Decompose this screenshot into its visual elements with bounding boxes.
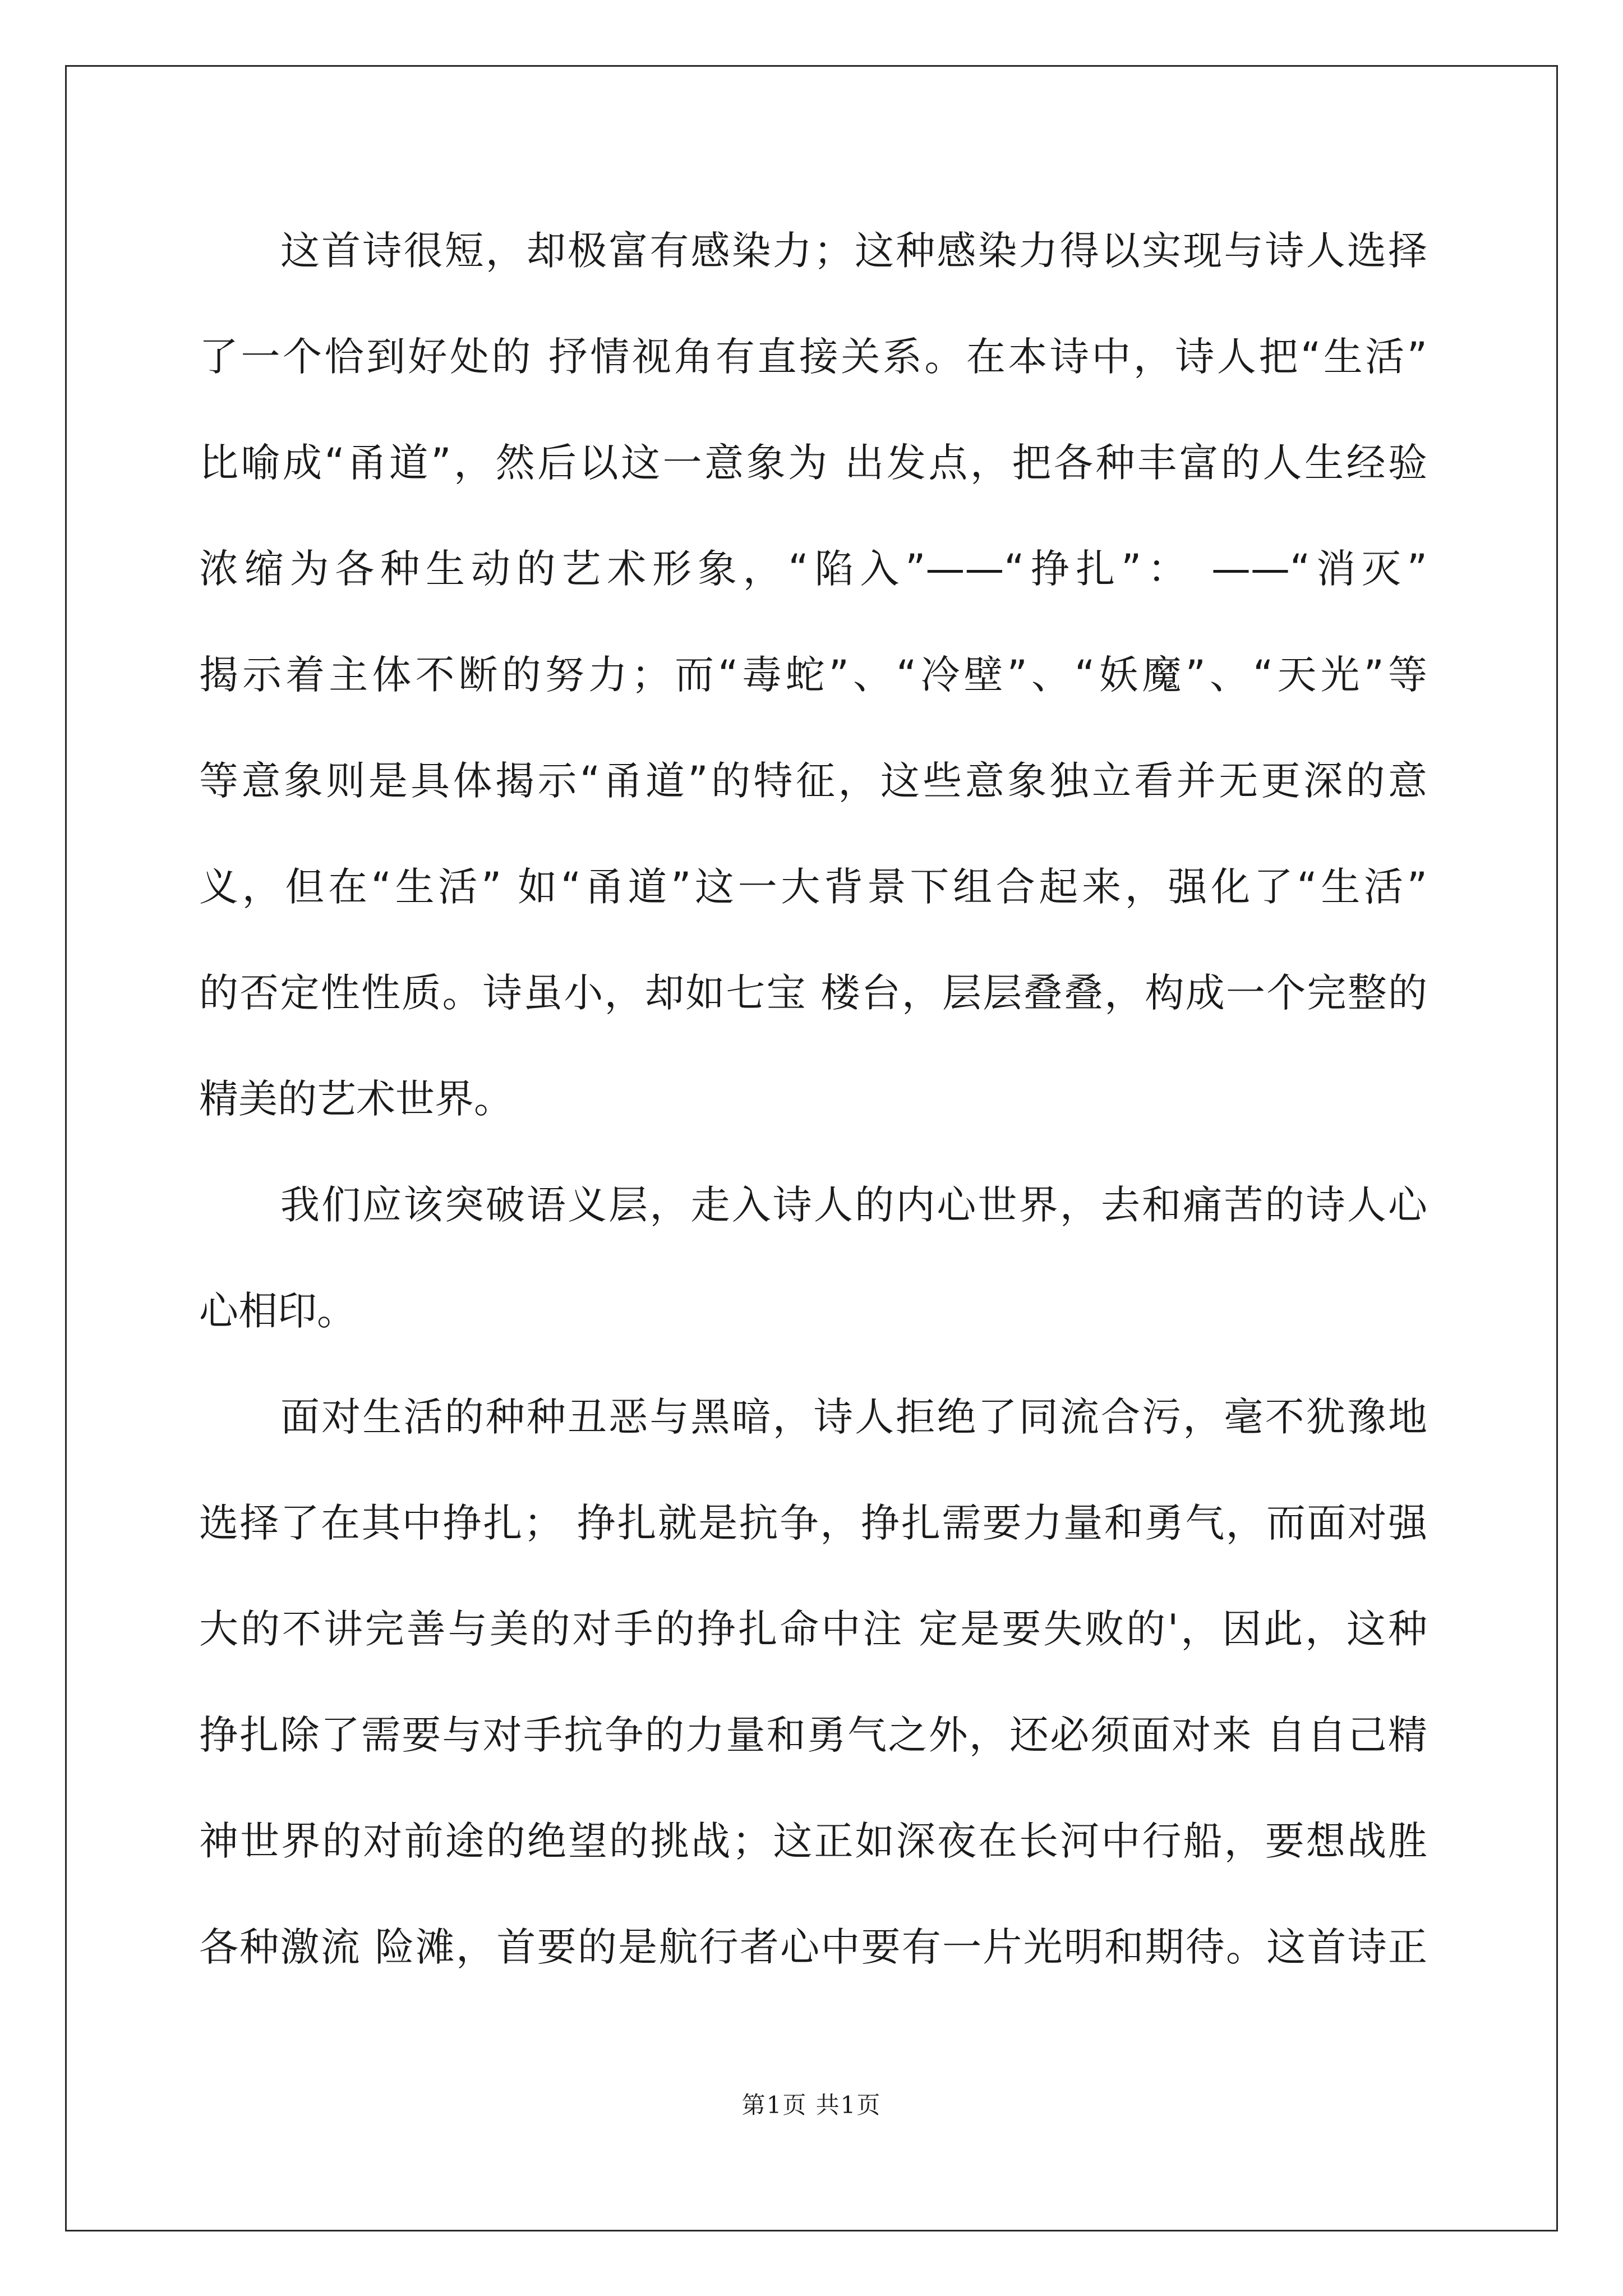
page-number-footer: 第1页 共1页 (741, 2091, 882, 2119)
paragraph-1-line-2: 了一个恰到好处的 抒情视角有直接关系。在本诗中，诗人把“生活” (199, 334, 1427, 380)
paragraph-3-line-5: 神世界的对前途的绝望的挑战；这正如深夜在长河中行船，要想战胜 (199, 1818, 1427, 1864)
paragraph-1-line-7: 义，但在“生活” 如“甬道”这一大背景下组合起来，强化了“生活” (199, 864, 1427, 910)
paragraph-3-line-6: 各种激流 险滩，首要的是航行者心中要有一片光明和期待。这首诗正 (199, 1924, 1427, 1970)
document-body (199, 198, 1427, 2000)
paragraph-1-line-1: 这首诗很短，却极富有感染力；这种感染力得以实现与诗人选择 (280, 228, 1427, 274)
paragraph-1-line-4: 浓缩为各种生动的艺术形象，“陷入”——“挣扎”： ——“消灭” (199, 546, 1427, 592)
paragraph-2-line-2: 心相印。 (199, 1288, 356, 1334)
paragraph-1-line-9: 精美的艺术世界。 (199, 1076, 513, 1122)
paragraph-3-line-2: 选择了在其中挣扎； 挣扎就是抗争，挣扎需要力量和勇气，而面对强 (199, 1500, 1427, 1546)
paragraph-3-line-1: 面对生活的种种丑恶与黑暗，诗人拒绝了同流合污，毫不犹豫地 (280, 1394, 1427, 1440)
paragraph-1-line-5: 揭示着主体不断的努力；而“毒蛇”、“冷壁”、“妖魔”、“天光”等 (199, 652, 1427, 698)
paragraph-3-line-4: 挣扎除了需要与对手抗争的力量和勇气之外，还必须面对来 自自己精 (199, 1712, 1427, 1758)
paragraph-3-line-3: 大的不讲完善与美的对手的挣扎命中注 定是要失败的'，因此，这种 (199, 1606, 1427, 1652)
paragraph-2-line-1: 我们应该突破语义层，走入诗人的内心世界，去和痛苦的诗人心 (280, 1182, 1427, 1228)
paragraph-1-line-3: 比喻成“甬道”，然后以这一意象为 出发点，把各种丰富的人生经验 (199, 440, 1427, 486)
paragraph-1-line-8: 的否定性性质。诗虽小，却如七宝 楼台，层层叠叠，构成一个完整的 (199, 970, 1427, 1016)
paragraph-1-line-6: 等意象则是具体揭示“甬道”的特征，这些意象独立看并无更深的意 (199, 758, 1427, 804)
